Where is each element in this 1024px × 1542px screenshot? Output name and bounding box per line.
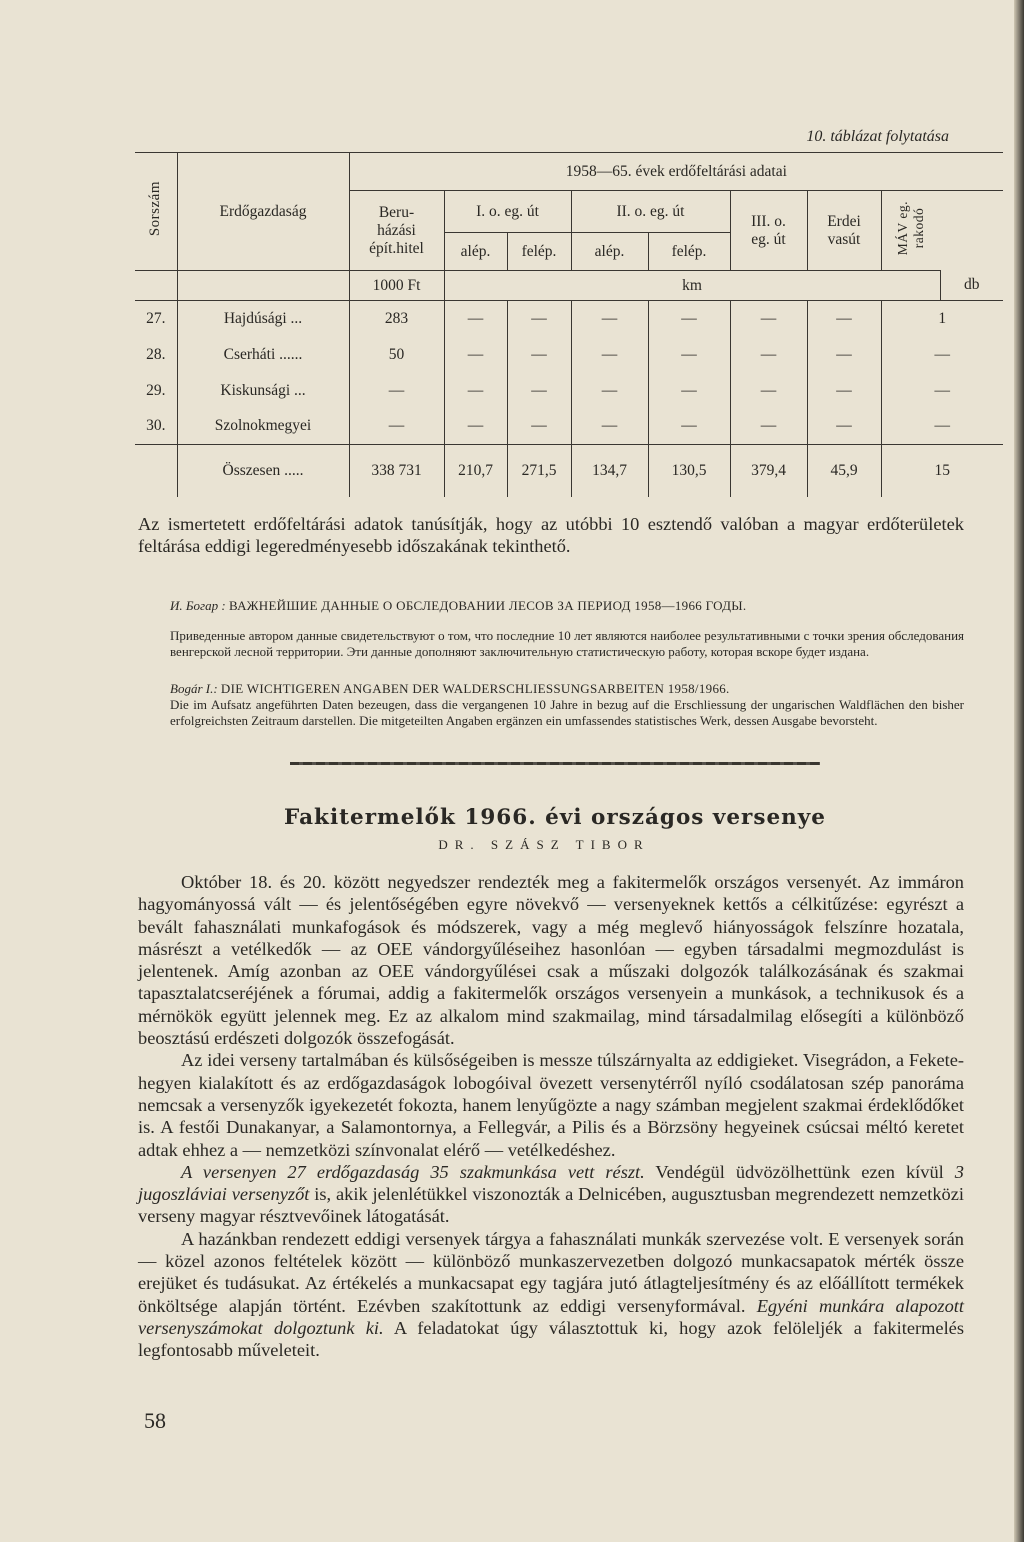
header-rail: Erdei vasút — [807, 191, 881, 271]
page-number: 58 — [144, 1408, 166, 1433]
abstract-de-heading: Bogár I.: DIE WICHTIGEREN ANGABEN DER WALDERSCHLIESSUNGSARBEITEN 1958/1966. — [170, 681, 730, 696]
article-paragraph-4: A hazánkban rendezett eddigi versenyek tárgya a fahasználati munkák szervezése volt. E versenyek során — közel azonos feltételek között — különböző munkaszervezetben dolgozó munkacsapatok mérték össze erejüket és tudásukat. Az értékelés a munkacsapat egy tagjára jutó átlagteljesítmény és az előállított termékek önköltsége alapján történt. Ezévben szakítottunk az eddigi versenyformával. Egyéni munkára alapozott versenyszámokat dolgoztunk ki. A feladatokat úgy választottuk ki, hogy azok felöleljék a fakitermelés legfontosabb műveleteit. — [138, 1228, 964, 1361]
section-divider — [290, 762, 820, 765]
article-body — [138, 871, 964, 1362]
article-paragraph-3: A versenyen 27 erdőgazdaság 35 szakmunkása vett részt. Vendégül üdvözölhettünk ezen kívül 3 jugoszláviai versenyzőt is, akik jelenlétükkel viszonozták a Delnicében, augusztusban megrendezett nemzetközi verseny magyar résztvevőinek látogatását. — [138, 1161, 964, 1227]
header-road1-alep: alép. — [444, 233, 507, 271]
header-beruhazasi: Beru- házási épít.hitel — [349, 191, 444, 271]
table-row: 28. Cserháti ...... 50 — — — — — — — — [135, 337, 1003, 373]
table-row: 30. Szolnokmegyei — — — — — — — — — [135, 409, 1003, 445]
header-road2-alep: alép. — [571, 233, 648, 271]
unit-db: db — [940, 271, 1003, 301]
header-road-1: I. o. eg. út — [444, 191, 571, 233]
unit-money: 1000 Ft — [349, 271, 444, 301]
table-row: 29. Kiskunsági ... — — — — — — — — — [135, 373, 1003, 409]
header-road-3: III. o. eg. út — [730, 191, 807, 271]
article-author: DR. SZÁSZ TIBOR — [438, 837, 650, 852]
header-mav: MÁV eg. rakodó — [881, 191, 940, 271]
forest-road-data-table — [135, 152, 1003, 497]
header-group-title: 1958—65. évek erdőfeltárási adatai — [349, 153, 1003, 191]
abstract-ru-heading: И. Богар : ВАЖНЕЙШИЕ ДАННЫЕ О ОБСЛЕДОВАНИИ ЛЕСОВ ЗА ПЕРИОД 1958—1966 ГОДЫ. — [170, 598, 747, 613]
article-paragraph-1: Október 18. és 20. között negyedszer rendezték meg a fakitermelők országos versenyét. Az immáron hagyományossá vált — és jelentőségében egyre növekvő — versenyeknek kettős a célkitűzése: egyrészt a bevált fahasználati munkafogások és módszerek, vagy a még meglevő hiányosságok felszínre hozatala, másrészt a vetélkedők — az OEE vándorgyűléseihez hasonlóan — egyben társadalmi megmozdulást is jelentenek. Amíg azonban az OEE vándorgyűlései csak a műszaki dolgozók találkozásának és szakmai tapasztalatcseréjének a fórumai, addig a fakitermelők országos versenyein a munkások, a technikusok és a mérnökök együtt jelennek meg. Ez az alkalom mind szakmailag, mind társadalmilag elősegíti a különböző beosztású erdészeti dolgozók összefogását. — [138, 872, 964, 1049]
article-title: Fakitermelők 1966. évi országos versenye — [284, 805, 826, 830]
abstract-ru-body: Приведенные автором данные свидетельствуют о том, что последние 10 лет являются наиболее результативными с точки зрения обследования венгерской лесной территории. Эти данные дополняют заключительную статистическую работу, которая вскоре будет издана. — [170, 628, 964, 659]
table-caption: 10. táblázat folytatása — [806, 128, 949, 145]
abstract-de-body: Die im Aufsatz angeführten Daten bezeugen, dass die vergangenen 10 Jahre in bezug auf die Erschliessung der ungarischen Waldflächen den bisher erfolgreichsten Zeitraum darstellen. Die mitgeteilten Angaben ergänzen ein umfassendes statistisches Werk, dessen Ausgabe bevorsteht. — [170, 697, 964, 728]
header-road1-felep: felép. — [507, 233, 571, 271]
total-row: Összesen ..... 338 731 210,7 271,5 134,7 130,5 379,4 45,9 15 — [135, 445, 1003, 497]
header-erdogazdasag: Erdőgazdaság — [177, 153, 349, 271]
article-paragraph-2: Az idei verseny tartalmában és külsőségeiben is messze túlszárnyalta az eddigieket. Visegrádon, a Fekete-hegyen kialakított és az erdőgazdaságok lobogóival övezett versenytérről nyíló csodálatosan szép panoráma nemcsak a versenyzők igyekezetét fokozta, hanem lenyűgözte a nagy számban megjelent szakmai érdeklődőket is. A festői Dunakanyar, a Salamontornya, a Fellegvár, a Pilis és a Börzsöny hegyeinek csúcsai méltó keretet adtak ehhez a — nemzetközi színvonalat elérő — vetélkedéshez. — [138, 1050, 964, 1160]
table-row: 27. Hajdúsági ... 283 — — — — — — 1 — [135, 301, 1003, 337]
page-edge-shadow — [1014, 0, 1024, 1542]
header-sorszam: Sorszám — [135, 153, 177, 271]
unit-km: km — [444, 271, 940, 301]
header-road2-felep: felép. — [648, 233, 730, 271]
header-road-2: II. o. eg. út — [571, 191, 730, 233]
summary-paragraph: Az ismertetett erdőfeltárási adatok tanúsítják, hogy az utóbbi 10 esztendő valóban a magyar erdőterületek feltárása eddigi legeredményesebb időszakának tekinthető. — [138, 514, 964, 557]
